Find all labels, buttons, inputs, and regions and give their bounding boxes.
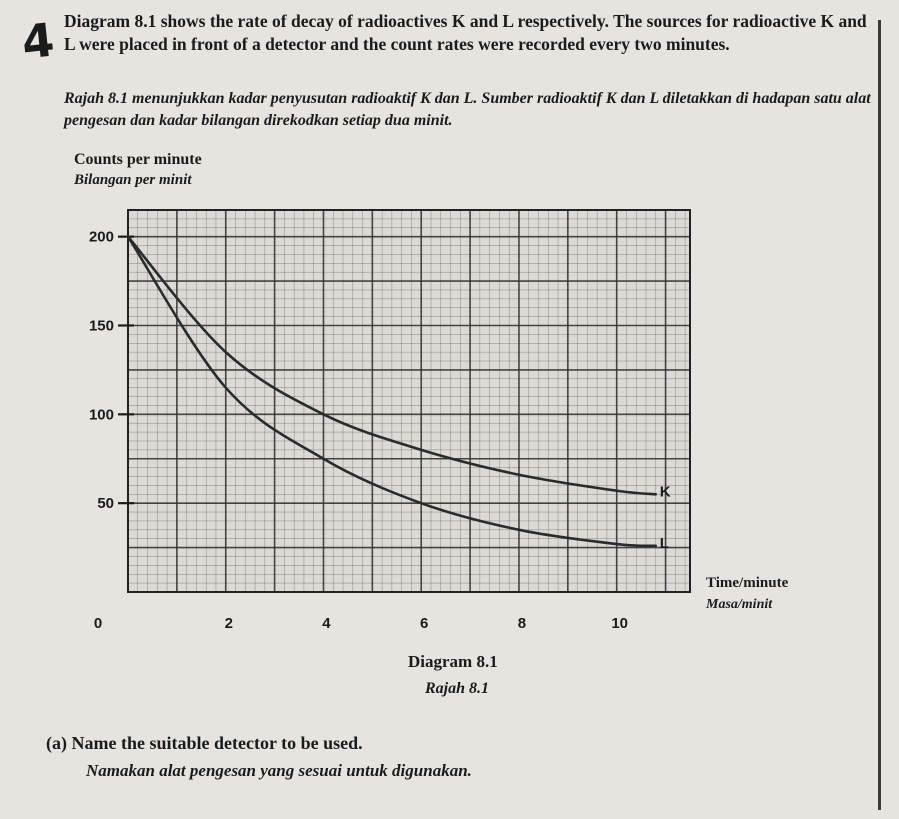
y-tick-label: 200	[88, 228, 114, 246]
x-tick-label: 4	[322, 615, 331, 632]
y-tick-label: 100	[88, 406, 114, 424]
x-tick-label: 0	[93, 615, 103, 632]
curve-label-l: L	[659, 534, 669, 552]
x-tick-label: 8	[517, 615, 527, 632]
y-tick-label: 150	[88, 317, 114, 335]
diagram-caption: Diagram 8.1	[408, 652, 498, 671]
x-tick-label: 10	[611, 615, 629, 632]
graph-grid	[128, 210, 690, 592]
part-a-question-malay: Namakan alat pengesan yang sesuai untuk digunakan.	[86, 761, 472, 780]
x-tick-label: 2	[224, 615, 233, 632]
y-tick-label: 50	[97, 495, 114, 513]
y-axis-label-malay: Bilangan per minit	[74, 172, 192, 188]
x-tick-label: 6	[420, 615, 429, 632]
part-a-question: (a) Name the suitable detector to be used.	[46, 733, 363, 753]
diagram-caption-malay: Rajah 8.1	[425, 680, 490, 697]
question-number: 4	[19, 12, 57, 70]
question-stem-english: Diagram 8.1 shows the rate of decay of radioactives K and L respectively. The sources for radioactive K and L were placed in front of a detector and the count rates were recorded every two minutes.	[64, 11, 867, 54]
graph-paper	[128, 210, 690, 592]
x-axis-label: Time/minute	[706, 575, 789, 591]
question-stem-malay: Rajah 8.1 menunjukkan kadar penyusutan radioaktif K dan L. Sumber radioaktif K dan L diletakkan di hadapan satu alat pengesan dan kadar bilangan direkodkan setiap dua minit.	[64, 90, 871, 129]
curve-label-k: K	[659, 483, 671, 501]
y-axis-label: Counts per minute	[74, 151, 202, 168]
x-axis-label-malay: Masa/minit	[706, 597, 773, 612]
